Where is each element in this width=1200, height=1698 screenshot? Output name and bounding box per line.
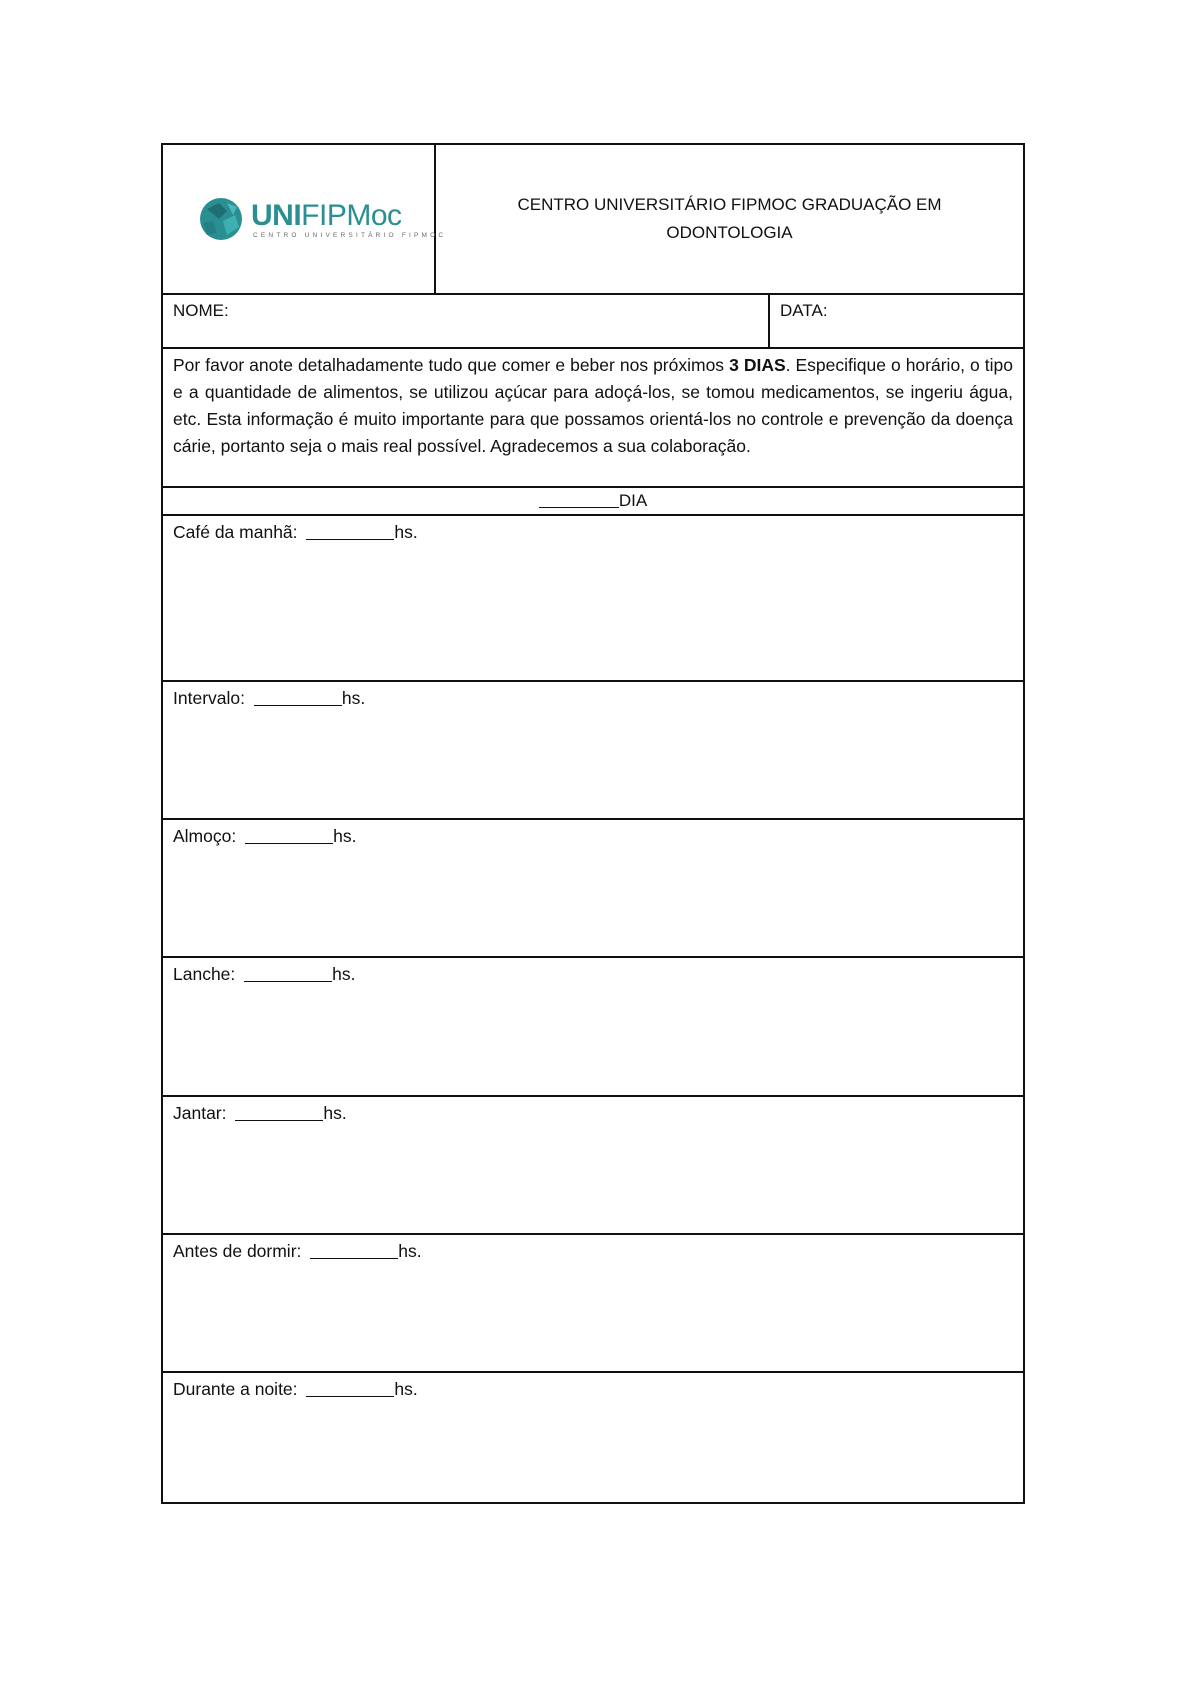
form-header — [163, 145, 1023, 295]
meal-lunch[interactable] — [163, 820, 1023, 958]
instructions-text — [173, 352, 1013, 460]
name-label: NOME: — [173, 301, 229, 320]
logo-uni: UNI — [251, 199, 302, 232]
logo-subtitle: CENTRO UNIVERSITÁRIO FIPMOC — [253, 232, 447, 239]
meal-label: Almoço: — [173, 826, 237, 846]
hours-suffix: hs. — [333, 826, 357, 846]
hours-suffix: hs. — [398, 1241, 422, 1261]
day-row — [163, 488, 1023, 516]
hours-suffix: hs. — [323, 1103, 347, 1123]
instructions-row — [163, 349, 1023, 488]
day-label: DIA — [618, 491, 648, 510]
hours-suffix: hs. — [394, 1379, 418, 1399]
time-blank[interactable] — [254, 689, 342, 706]
meal-label: Jantar: — [173, 1103, 227, 1123]
form-title: CENTRO UNIVERSITÁRIO FIPMOC GRADUAÇÃO EM ODONTOLOGIA — [517, 195, 942, 242]
logo-wordmark — [251, 199, 402, 233]
meal-label: Café da manhã: — [173, 522, 298, 542]
name-date-row — [163, 295, 1023, 349]
meal-before-bed[interactable] — [163, 1235, 1023, 1373]
time-blank[interactable] — [306, 1380, 394, 1397]
title-cell — [436, 145, 1023, 293]
hours-suffix: hs. — [341, 688, 366, 708]
meal-interval[interactable] — [163, 682, 1023, 820]
time-blank[interactable] — [235, 1104, 323, 1121]
time-blank[interactable] — [310, 1242, 398, 1259]
food-diary-form — [161, 143, 1025, 1504]
meal-snack[interactable] — [163, 958, 1023, 1097]
meal-label: Durante a noite: — [173, 1379, 298, 1399]
name-field[interactable] — [163, 295, 770, 347]
time-blank[interactable] — [245, 827, 333, 844]
meal-dinner[interactable] — [163, 1097, 1023, 1235]
instructions-part1: Por favor anote detalhadamente tudo que comer e beber nos próximos — [173, 355, 730, 375]
logo-cell — [163, 145, 447, 293]
instructions-part2: . Especifique o horário, o tipo e a quantidade de alimentos, se utilizou açúcar para adoçá-los, se tomou medicamentos, se ingeriu água, etc. Esta informação é muito importante para que possamos orientá-los no controle e prevenção da doença cárie, portanto seja o mais real possível. Agradecemos a sua colaboração. — [173, 355, 1013, 456]
meal-label: Antes de dormir: — [173, 1241, 302, 1261]
unifipmoc-logo — [197, 195, 447, 245]
time-blank[interactable] — [244, 965, 332, 982]
day-blank[interactable] — [539, 489, 619, 508]
hours-suffix: hs. — [394, 522, 418, 542]
date-label: DATA: — [780, 301, 828, 320]
meal-label: Lanche: — [173, 964, 236, 984]
meal-during-night[interactable] — [163, 1373, 1023, 1506]
logo-fipmoc: FIPMoc — [301, 199, 402, 232]
meal-breakfast[interactable] — [163, 516, 1023, 682]
time-blank[interactable] — [306, 523, 394, 540]
meal-label: Intervalo: — [173, 688, 245, 708]
globe-icon — [197, 195, 245, 243]
instructions-bold: 3 DIAS — [729, 355, 786, 375]
hours-suffix: hs. — [332, 964, 356, 984]
